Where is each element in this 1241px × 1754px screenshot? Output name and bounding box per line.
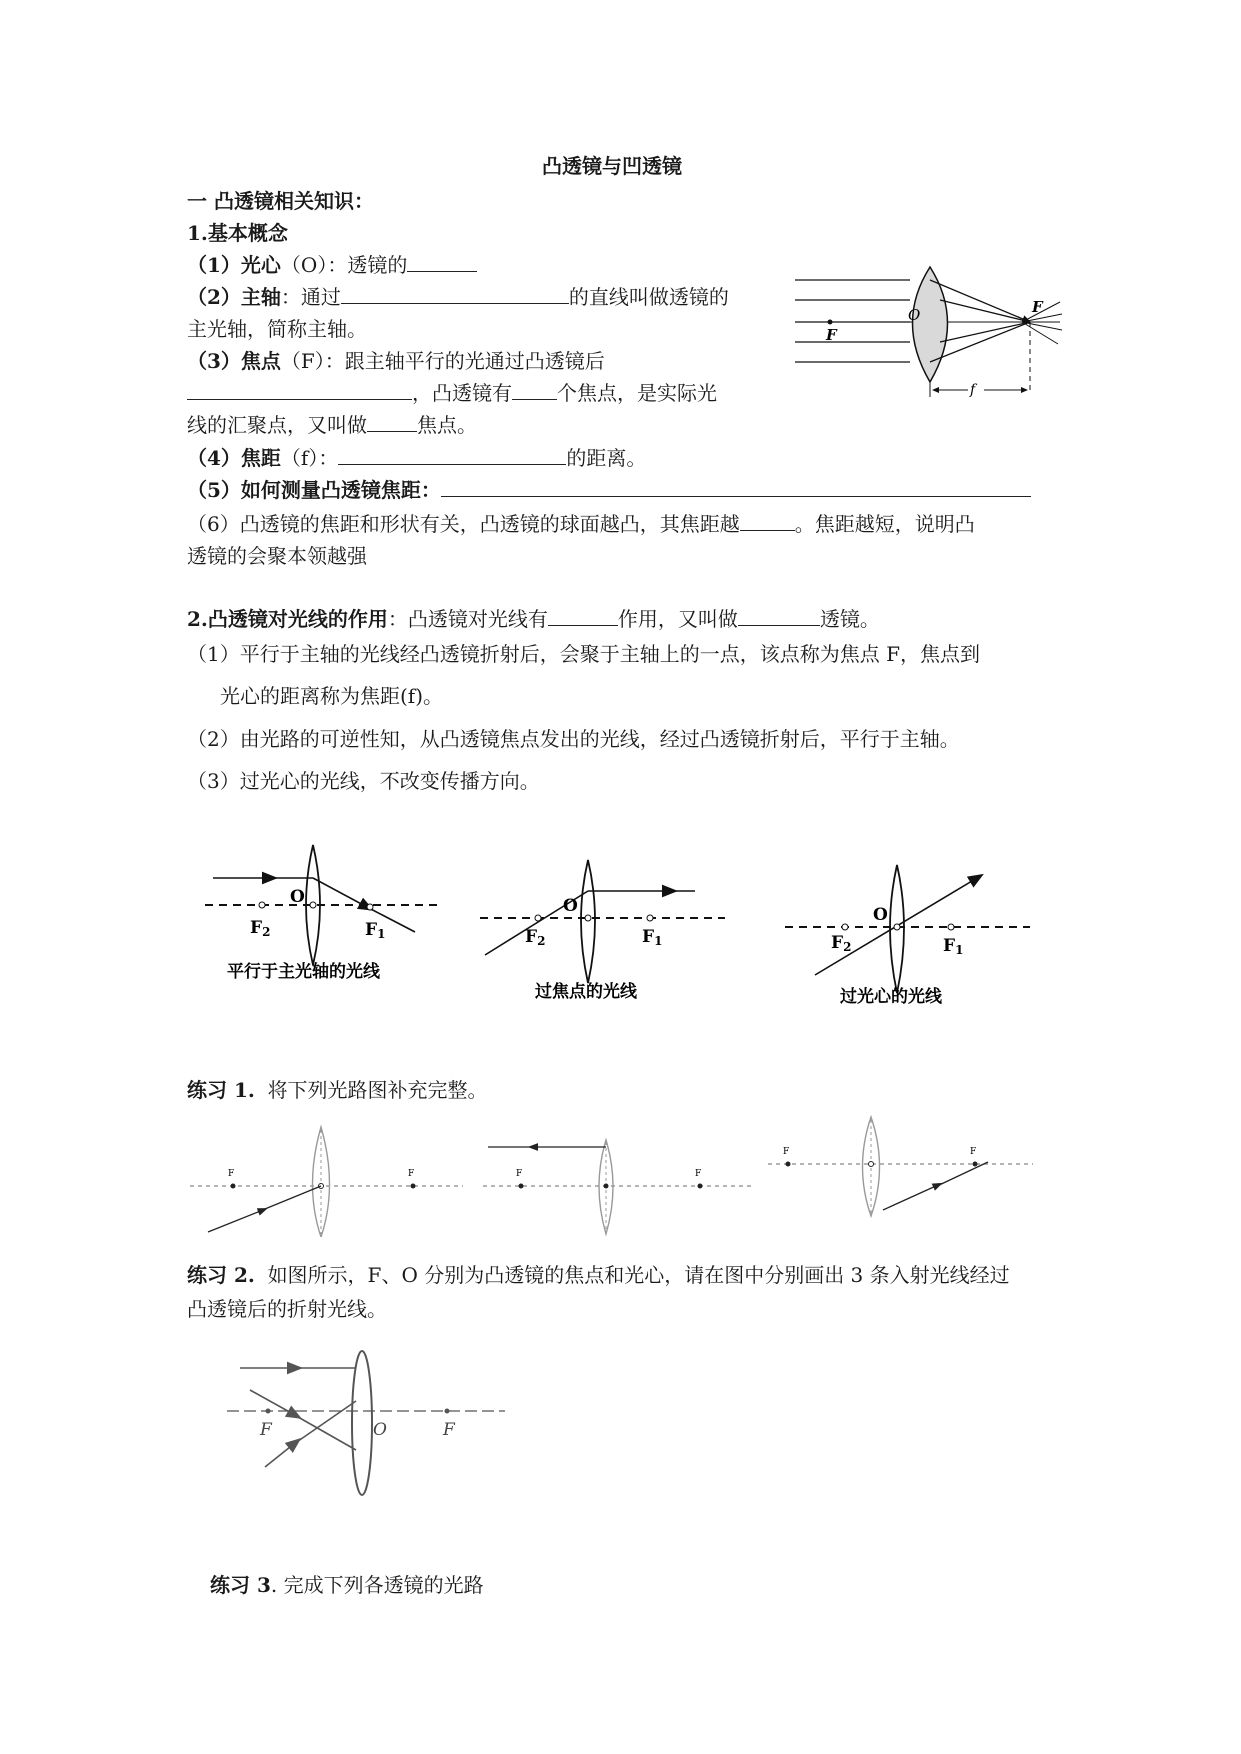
item-principal-axis	[187, 285, 729, 309]
item-text: ，凸透镜有	[412, 381, 512, 405]
label-f: F	[783, 1147, 790, 1157]
exercise-text-line: 凸透镜后的折射光线。	[187, 1297, 387, 1321]
label-f: F	[408, 1169, 415, 1179]
subheading-basic-concepts: 1.基本概念	[187, 221, 288, 245]
section-heading-convex: 一 凸透镜相关知识：	[187, 189, 374, 213]
item-optical-center	[187, 253, 477, 277]
item-measure-focal	[187, 478, 1031, 502]
exercise-text: 如图所示，F、O 分别为凸透镜的焦点和光心，请在图中分别画出 3 条入射光线经过	[267, 1263, 1010, 1287]
term-principal-axis: 主轴	[240, 285, 281, 309]
item-text: ：凸透镜对光线有	[387, 607, 548, 631]
label-o: O	[908, 306, 921, 324]
ray-diagrams	[195, 835, 1050, 1010]
item-shape-focal	[187, 512, 975, 536]
blank-field[interactable]	[512, 381, 557, 400]
item-focus-line3	[187, 413, 477, 437]
rule-reversibility: （2）由光路的可逆性知，从凸透镜焦点发出的光线，经过凸透镜折射后，平行于主轴。	[187, 727, 960, 751]
item-text-line: 主光轴，简称主轴。	[187, 317, 367, 341]
label-f: F	[1032, 298, 1043, 316]
diagram-center-ray	[785, 865, 1030, 1007]
label-o: O	[873, 905, 888, 925]
blank-field[interactable]	[367, 413, 417, 432]
blank-field[interactable]	[441, 478, 1031, 497]
label-f: F	[826, 326, 837, 344]
rule-parallel-ray-cont: 光心的距离称为焦距(f)。	[220, 684, 444, 708]
convex-lens-focus-figure	[790, 262, 1070, 402]
label-o: O	[290, 887, 305, 907]
label-o: O	[373, 1420, 387, 1440]
section2-title: 2.凸透镜对光线的作用	[187, 607, 388, 631]
item-text: 焦点。	[417, 413, 477, 437]
label-f2: F2	[525, 927, 546, 948]
item-text: 线的汇聚点，又叫做	[187, 413, 367, 437]
item-text: 的距离。	[566, 446, 647, 470]
exercise-2	[187, 1263, 1010, 1287]
item-text: 的直线叫做透镜的	[568, 285, 729, 309]
item-text: （f）：	[280, 446, 339, 470]
item-num: （4）	[187, 446, 241, 470]
item-text-line: 透镜的会聚本领越强	[187, 544, 367, 568]
item-text: ：通过	[280, 285, 341, 309]
exercise-1	[187, 1078, 488, 1102]
page-title: 凸透镜与凹透镜	[542, 154, 682, 178]
exercise-2-diagram[interactable]	[215, 1345, 515, 1500]
label-f: F	[443, 1420, 455, 1440]
label-focal-length: f	[970, 382, 976, 398]
rule-center-ray: （3）过光心的光线，不改变传播方向。	[187, 769, 540, 793]
exercise-label: 练习 1.	[187, 1078, 255, 1102]
item-focal-length	[187, 446, 646, 470]
exercise-text: . 完成下列各透镜的光路	[270, 1573, 484, 1597]
label-f2: F2	[250, 918, 271, 939]
caption-parallel: 平行于主光轴的光线	[227, 962, 380, 982]
item-num: （2）	[187, 285, 241, 309]
item-text: （6）凸透镜的焦距和形状有关，凸透镜的球面越凸，其焦距越	[187, 512, 740, 536]
label-f: F	[228, 1169, 235, 1179]
blank-field[interactable]	[548, 607, 618, 626]
item-text: （5）如何测量凸透镜焦距：	[187, 478, 441, 502]
item-text: 透镜。	[819, 607, 880, 631]
blank-field[interactable]	[341, 285, 569, 304]
blank-field[interactable]	[407, 253, 477, 272]
item-text: （O）：透镜的	[280, 253, 408, 277]
exercise-label: 练习 3	[210, 1573, 271, 1597]
item-text: 个焦点，是实际光	[557, 381, 717, 405]
item-text: 作用，又叫做	[617, 607, 738, 631]
item-text: 。焦距越短，说明凸	[794, 512, 975, 536]
exercise-label: 练习 2.	[187, 1263, 255, 1287]
blank-field[interactable]	[738, 607, 820, 626]
term-focal-length: 焦距	[240, 446, 281, 470]
item-num: （3）	[187, 349, 241, 373]
blank-field[interactable]	[338, 446, 566, 465]
diagram-parallel-ray	[205, 845, 440, 982]
label-f: F	[260, 1420, 272, 1440]
label-f1: F1	[642, 927, 663, 948]
caption-focus: 过焦点的光线	[535, 982, 637, 1002]
item-num: （1）	[187, 253, 241, 277]
label-f1: F1	[365, 920, 386, 941]
label-f: F	[695, 1169, 702, 1179]
label-o: O	[563, 896, 578, 916]
term-optical-center: 光心	[240, 253, 281, 277]
item-focus-line2	[187, 381, 717, 405]
label-f: F	[516, 1169, 523, 1179]
item-text: （F）：跟主轴平行的光通过凸透镜后	[280, 349, 605, 373]
label-f2: F2	[831, 933, 852, 954]
exercise-text: 将下列光路图补充完整。	[267, 1078, 488, 1102]
caption-center: 过光心的光线	[840, 987, 942, 1007]
label-f: F	[970, 1147, 977, 1157]
section2-heading	[187, 607, 880, 631]
label-f1: F1	[943, 936, 964, 957]
rule-parallel-ray: （1）平行于主轴的光线经凸透镜折射后，会聚于主轴上的一点，该点称为焦点 F，焦点到	[187, 642, 980, 666]
term-focus: 焦点	[240, 349, 281, 373]
item-focus	[187, 349, 605, 373]
exercise-3	[210, 1573, 484, 1597]
blank-field[interactable]	[187, 381, 412, 400]
exercise-1-diagrams[interactable]	[188, 1112, 1038, 1237]
blank-field[interactable]	[740, 512, 795, 531]
diagram-focus-ray	[480, 860, 725, 1002]
